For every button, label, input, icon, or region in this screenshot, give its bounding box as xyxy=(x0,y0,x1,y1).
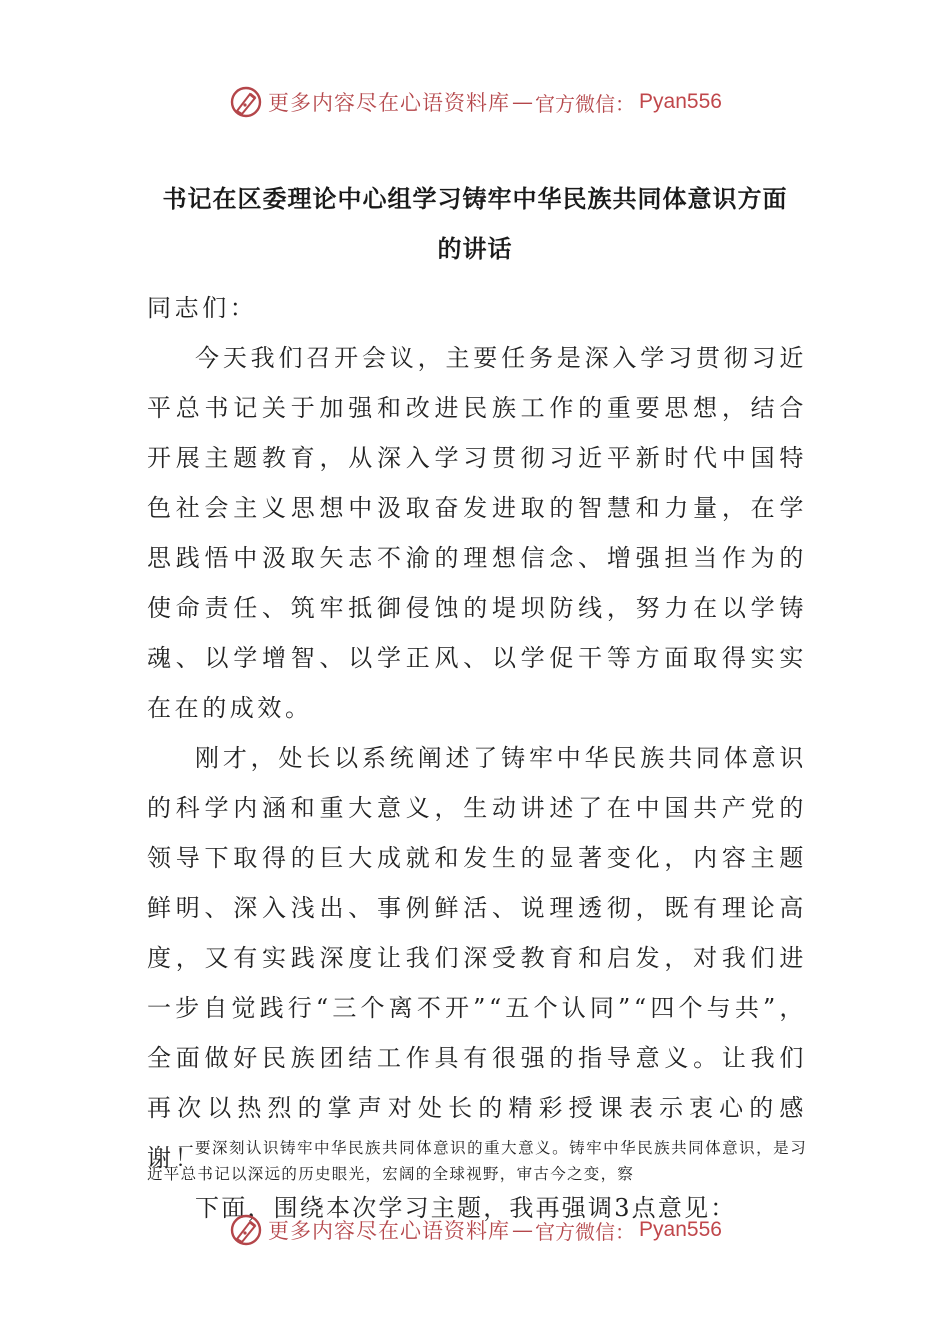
paragraph-3: 下面，围绕本次学习主题，我再强调3点意见： xyxy=(195,1194,737,1222)
banner-wechat-id: Pyan556 xyxy=(639,90,722,113)
banner-separator: — xyxy=(512,1218,534,1242)
salutation: 同志们： xyxy=(147,294,258,322)
banner-wechat-id: Pyan556 xyxy=(639,1218,722,1241)
bottom-watermark-banner xyxy=(0,1210,950,1250)
small-paragraph: 一要深刻认识铸牢中华民族共同体意识的重大意义。铸牢中华民族共同体意识，是习近平总书记以深远的历史眼光，宏阔的全球视野，审古今之变，察 xyxy=(147,1139,807,1183)
title-line-1: 书记在区委理论中心组学习铸牢中华民族共同体意识方面 xyxy=(162,185,788,213)
banner-wechat-label: 官方微信： xyxy=(535,1219,636,1244)
document-body xyxy=(147,283,807,1233)
banner-site-name: 更多内容尽在心语资料库 xyxy=(268,91,511,115)
document-title xyxy=(140,174,810,274)
pen-nib-logo-icon xyxy=(228,1212,264,1248)
paragraph-2: 刚才，处长以系统阐述了铸牢中华民族共同体意识的科学内涵和重大意义，生动讲述了在中国共产党的领导下取得的巨大成就和发生的显著变化，内容主题鲜明、深入浅出、事例鲜活、说理透彻，既有理论高度，又有实践深度让我们深受教育和启发，对我们进一步自觉践行“三个离不开”“五个认同”“四个与共”，全面做好民族团结工作具有很强的指导意义。让我们再次以热烈的掌声对处长的精彩授课表示衷心的感谢！ xyxy=(147,744,807,1172)
banner-separator: — xyxy=(512,90,534,114)
title-line-2: 的讲话 xyxy=(437,235,513,263)
banner-site-name: 更多内容尽在心语资料库 xyxy=(268,1219,511,1243)
banner-wechat-label: 官方微信： xyxy=(535,91,636,116)
top-watermark-banner xyxy=(0,82,950,122)
pen-nib-logo-icon xyxy=(228,84,264,120)
paragraph-1: 今天我们召开会议，主要任务是深入学习贯彻习近平总书记关于加强和改进民族工作的重要思想，结合开展主题教育，从深入学习贯彻习近平新时代中国特色社会主义思想中汲取奋发进取的智慧和力量，在学思践悟中汲取矢志不渝的理想信念、增强担当作为的使命责任、筑牢抵御侵蚀的堤坝防线，努力在以学铸魂、以学增智、以学正风、以学促干等方面取得实实在在的成效。 xyxy=(147,344,807,722)
